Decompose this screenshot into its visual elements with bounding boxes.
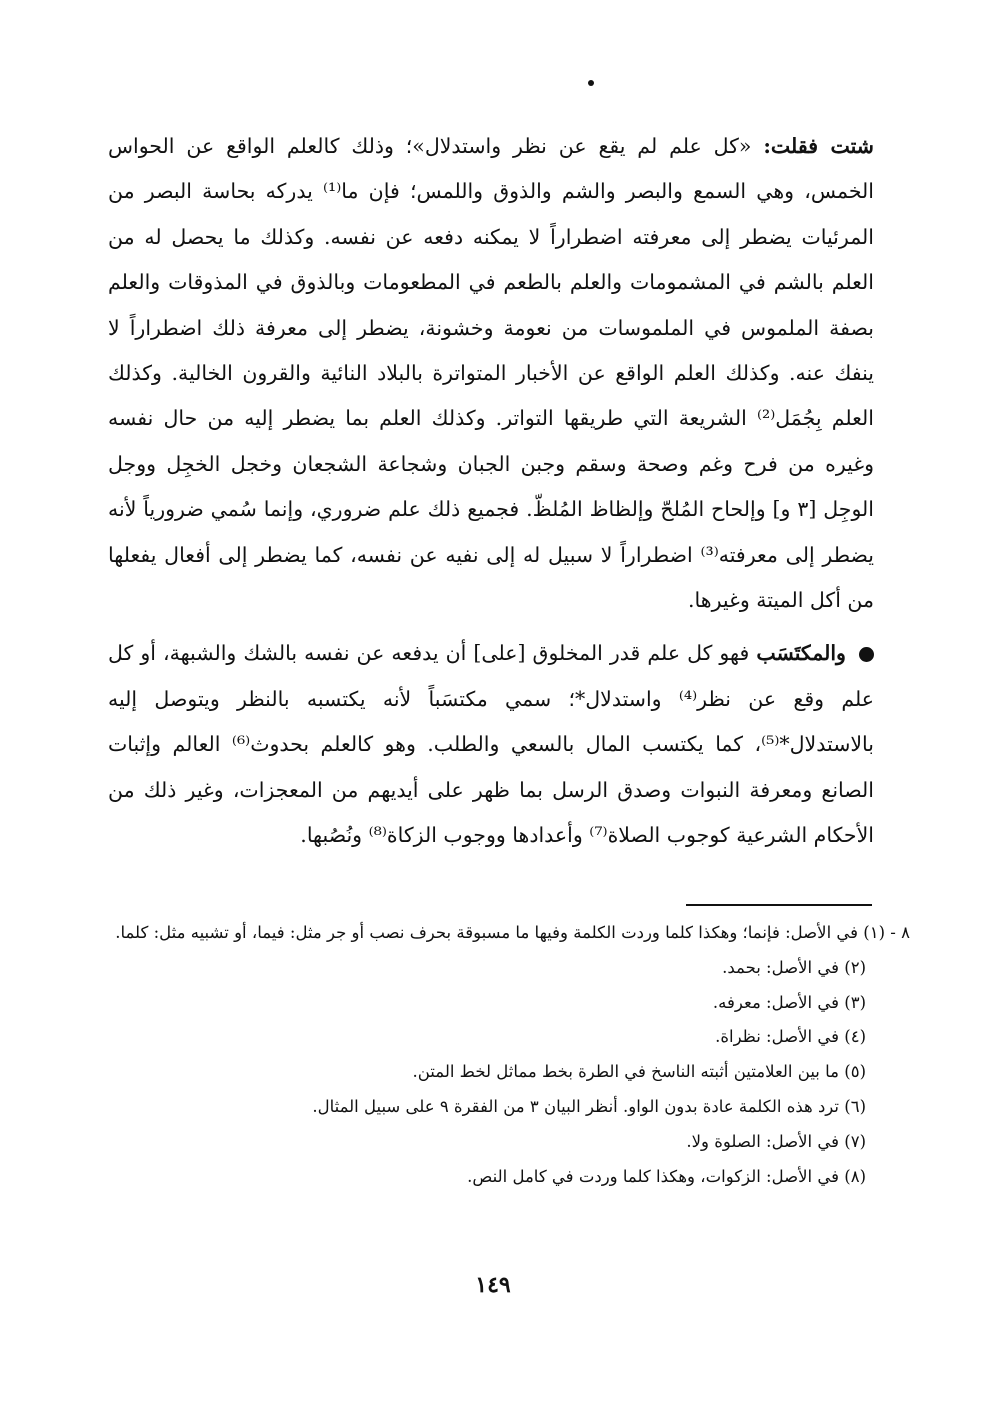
footnote: (٤) في الأصل: نظراة. <box>715 1027 866 1047</box>
main-text <box>108 124 874 859</box>
bullet-icon <box>859 647 874 662</box>
paragraph-lead: والمكتَسَب <box>756 641 846 666</box>
paragraph-necessary-knowledge <box>108 124 874 623</box>
footnote: (٣) في الأصل: معرفه. <box>712 992 866 1012</box>
paragraph-lead: شتت فقلت: <box>763 134 874 158</box>
paragraph-body: «كل علم لم يقع عن نظر واستدلال»؛ وذلك كالعلم الواقع عن الحواس الخمس، وهي السمع والبصر والشم والذوق واللمس؛ فإن ما⁽¹⁾ يدركه بحاسة البصر من المرئيات يضطر إلى معرفته اضطراراً لا يمكنه دفعه عن نفسه. وكذلك ما يحصل له من العلم بالشم في المشمومات والعلم بالطعم في المطعومات وبالذوق في المذوقات والعلم بصفة الملموس في الملموسات من نعومة وخشونة، يضطر إلى معرفة ذلك اضطراراً لا ينفك عنه. وكذلك العلم الواقع عن الأخبار المتواترة بالبلاد النائية والقرون الخالية. وكذلك العلم بِجُمَل⁽²⁾ الشريعة التي طريقها التواتر. وكذلك العلم بما يضطر إليه من حال نفسه وغيره من فرح وغم وصحة وسقم وجبن الجبان وشجاعة الشجعان وخجل الخجِل ووجل الوجِل [٣ و] وإلحاح المُلحّ وإلظاظ المُلظّ. فجميع ذلك علم ضروري، وإنما سُمي ضرورياً لأنه يضطر إلى معرفته⁽³⁾ اضطراراً لا سبيل له إلى نفيه عن نفسه، كما يضطر إلى أفعال يفعلها من أكل الميتة وغيرها. <box>108 134 874 613</box>
paragraph-body: فهو كل علم قدر المخلوق [على] أن يدفعه عن نفسه بالشك والشبهة، أو كل علم وقع عن نظر⁽⁴⁾ واستدلال*؛ سمي مكتسَباً لأنه يكتسبه بالنظر ويتوصل إليه بالاستدلال*⁽⁵⁾، كما يكتسب المال بالسعي والطلب. وهو كالعلم بحدوث⁽⁶⁾ العالم وإثبات الصانع ومعرفة النبوات وصدق الرسل بما ظهر على أيديهم من المعجزات، وغير ذلك من الأحكام الشرعية كوجوب الصلاة⁽⁷⁾ وأعدادها ووجوب الزكاة⁽⁸⁾ ونُصُبها. <box>108 641 875 848</box>
footnote-divider <box>686 904 872 906</box>
footnote: (٥) ما بين العلامتين أثبته الناسخ في الطرة بخط مماثل لخط المتن. <box>412 1062 866 1082</box>
footnote: (٦) ترد هذه الكلمة عادة بدون الواو. أنظر البيان ٣ من الفقرة ٩ على سبيل المثال. <box>312 1096 866 1116</box>
footnote: (٨) في الأصل: الزكوات، وهكذا كلما وردت في كامل النص. <box>467 1166 866 1186</box>
header-dot <box>588 80 594 86</box>
footnote: (٢) في الأصل: بحمد. <box>722 957 866 977</box>
paragraph-acquired-knowledge <box>108 631 874 858</box>
footnotes <box>110 916 910 1194</box>
footnote: (٧) في الأصل: الصلوة ولا. <box>686 1131 866 1151</box>
footnote: ٨ - (١) في الأصل: فإنما؛ وهكذا كلما وردت الكلمة وفيها ما مسبوقة بحرف نصب أو جر مثل: فيما، أو تشبيه مثل: كلما. <box>115 923 910 942</box>
page-number: ١٤٩ <box>475 1272 511 1298</box>
